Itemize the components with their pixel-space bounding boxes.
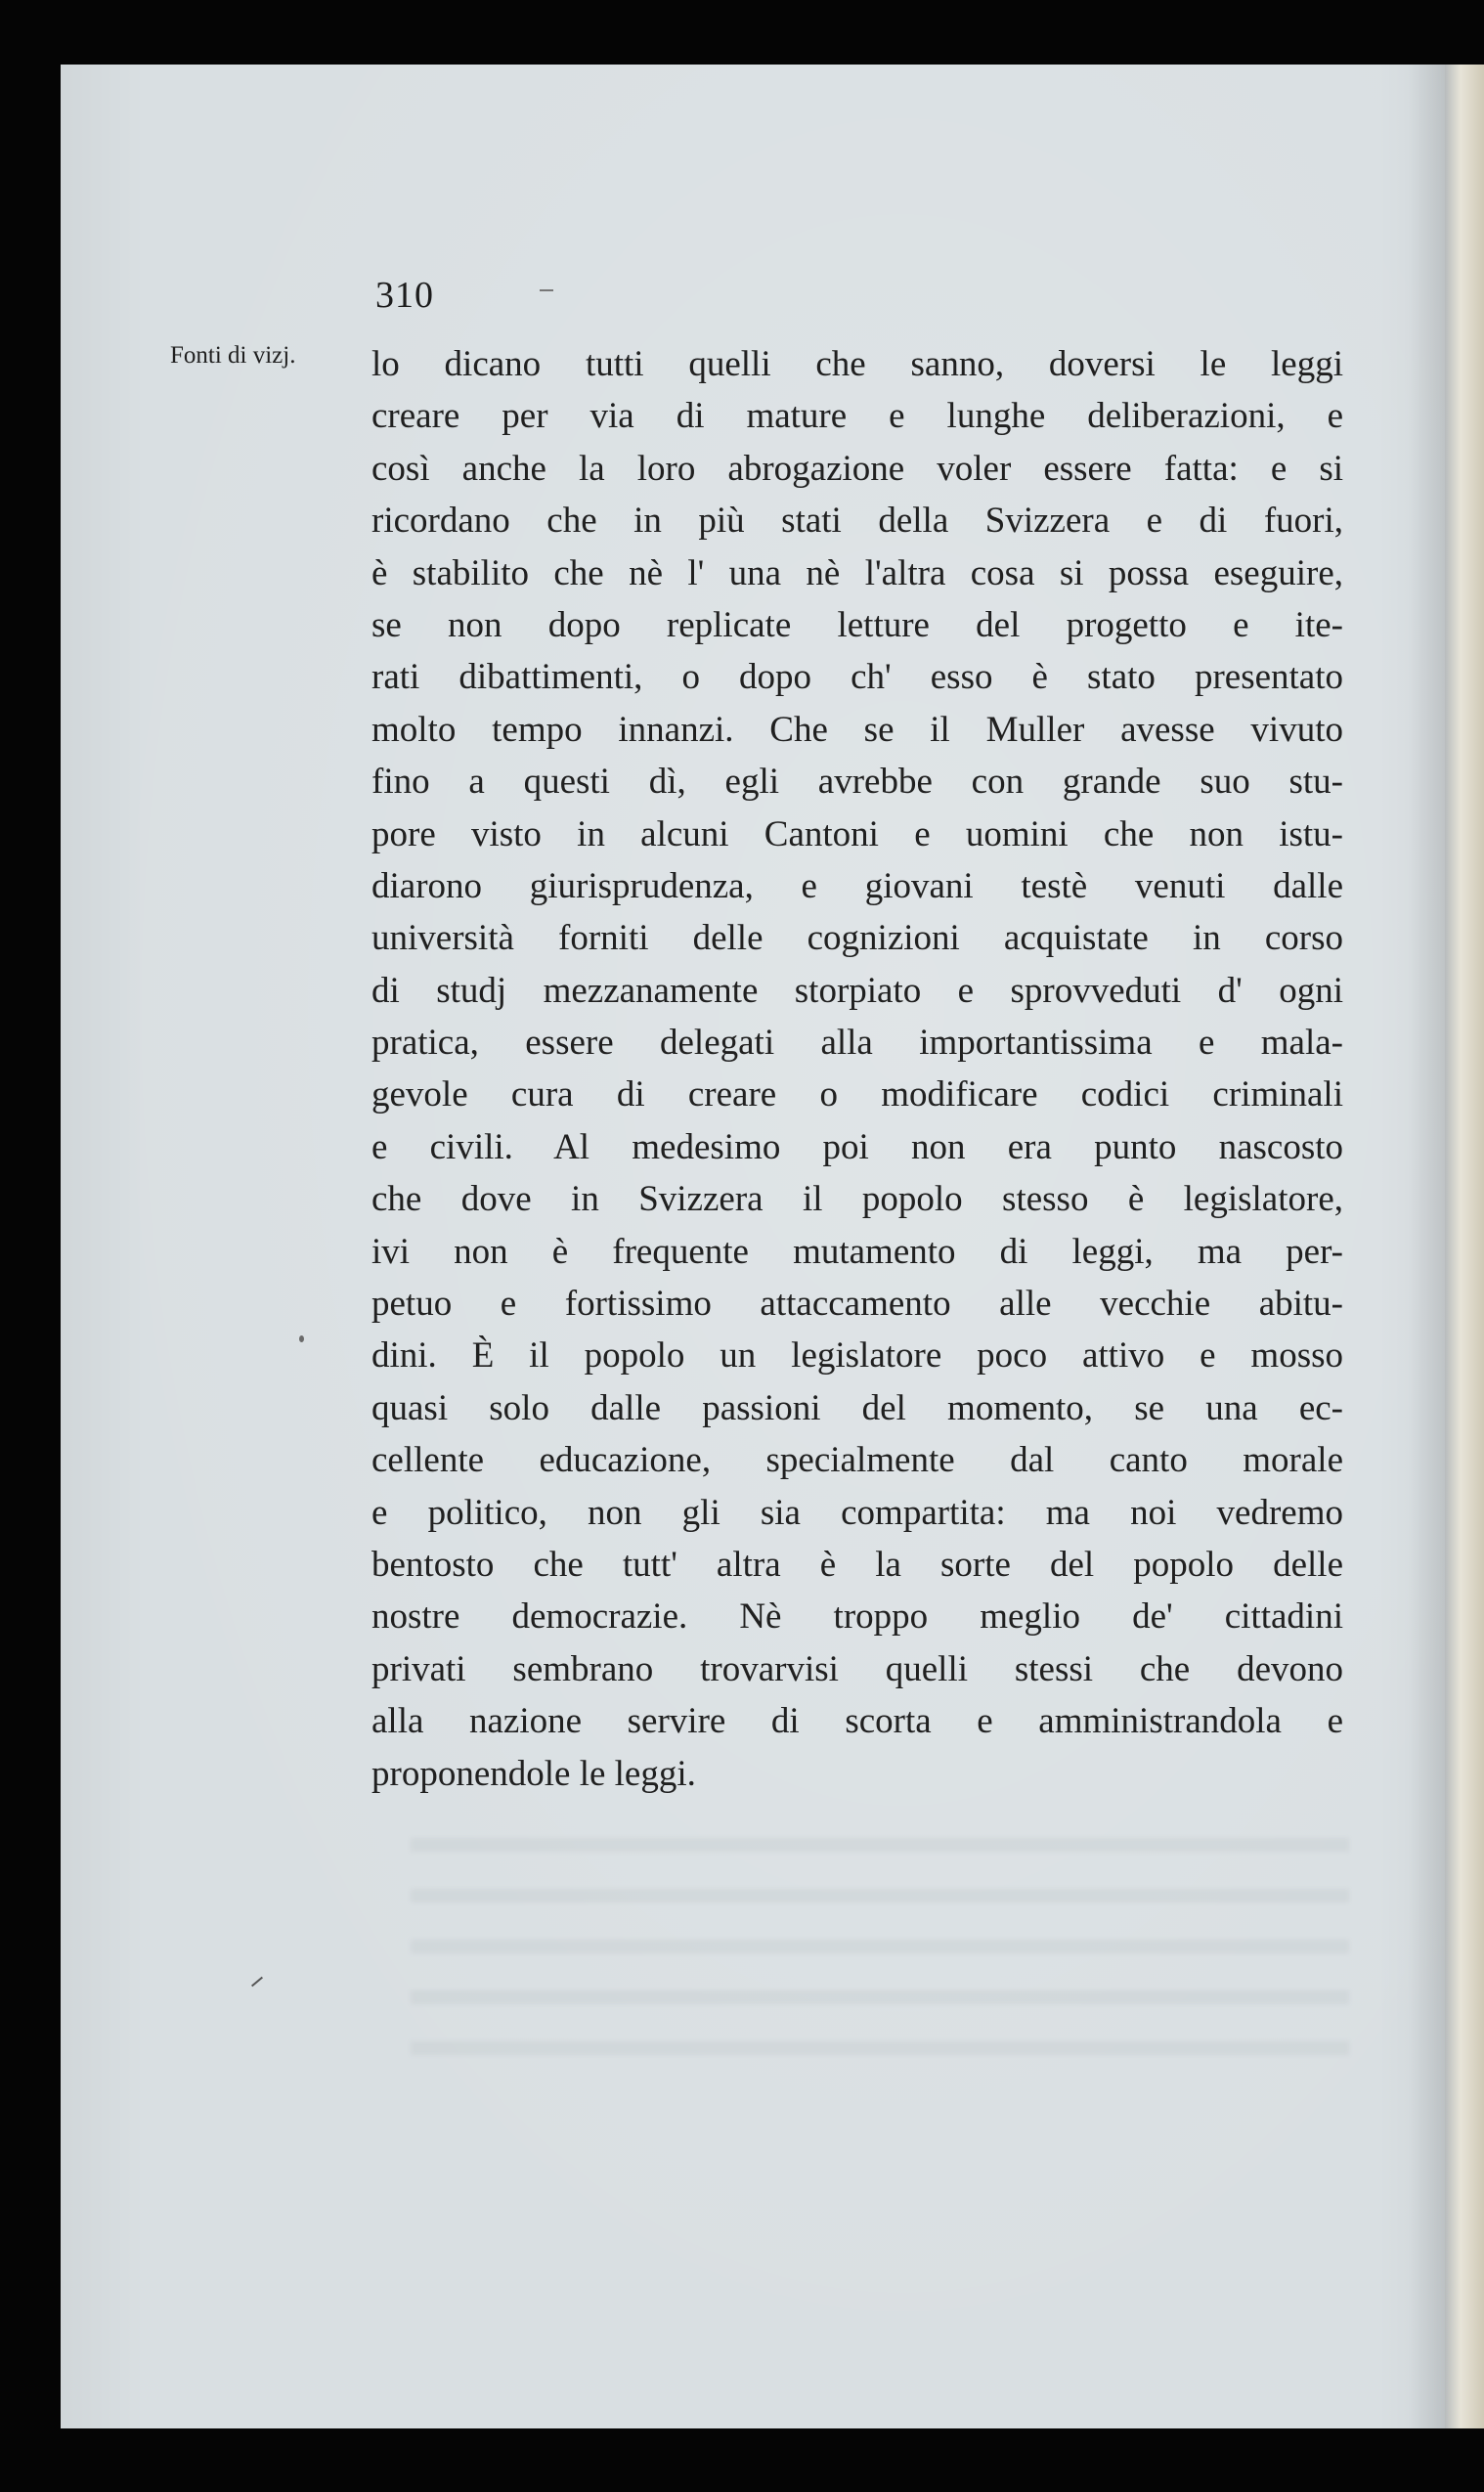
text-line: di studj mezzanamente storpiato e sprovveduti d' ogni [371,970,1343,1011]
text-line: creare per via di mature e lunghe deliberazioni, e [371,396,1343,437]
text-line: rati dibattimenti, o dopo ch' esso è stato presentato [371,657,1343,698]
show-through-text [411,1838,1349,2073]
text-line: quasi solo dalle passioni del momento, se una ec- [371,1387,1343,1428]
text-line: è stabilito che nè l' una nè l'altra cosa si possa eseguire, [371,552,1343,593]
text-line: lo dicano tutti quelli che sanno, doversi le leggi [371,344,1343,384]
text-line: pore visto in alcuni Cantoni e uomini che non istu- [371,813,1343,854]
page-curl-shadow [1408,65,1447,2428]
next-page-edge [1445,65,1484,2428]
text-line: se non dopo replicate letture del progetto e ite- [371,604,1343,645]
text-line: cellente educazione, specialmente dal canto morale [371,1440,1343,1481]
folio-dash [540,289,553,291]
text-line: così anche la loro abrogazione voler essere fatta: e si [371,448,1343,489]
text-line: fino a questi dì, egli avrebbe con grande suo stu- [371,762,1343,803]
text-line: e politico, non gli sia compartita: ma noi vedremo [371,1492,1343,1533]
text-line: diarono giurisprudenza, e giovani testè venuti dalle [371,865,1343,906]
text-line: privati sembrano trovarvisi quelli stessi che devono [371,1648,1343,1689]
text-line: gevole cura di creare o modificare codici criminali [371,1074,1343,1115]
text-line: alla nazione servire di scorta e amministrandola e [371,1701,1343,1742]
text-line: pratica, essere delegati alla importantissima e mala- [371,1023,1343,1064]
page-number: 310 [375,275,434,316]
text-line: che dove in Svizzera il popolo stesso è legislatore, [371,1179,1343,1220]
body-paragraph [371,338,1343,1800]
text-line: università forniti delle cognizioni acquistate in corso [371,918,1343,959]
text-line: nostre democrazie. Nè troppo meglio de' cittadini [371,1596,1343,1638]
text-line: ricordano che in più stati della Svizzera e di fuori, [371,501,1343,542]
text-line: ivi non è frequente mutamento di leggi, ma per- [371,1231,1343,1272]
text-line: bentosto che tutt' altra è la sorte del popolo delle [371,1544,1343,1585]
text-line: molto tempo innanzi. Che se il Muller avesse vivuto [371,709,1343,750]
text-line: e civili. Al medesimo poi non era punto nascosto [371,1126,1343,1167]
text-line: proponendole le leggi. [371,1753,696,1794]
text-line: petuo e fortissimo attaccamento alle vecchie abitu- [371,1284,1343,1325]
paper-speck [299,1335,304,1342]
text-line: dini. È il popolo un legislatore poco attivo e mosso [371,1335,1343,1377]
marginal-note: Fonti di vizj. [170,342,296,369]
